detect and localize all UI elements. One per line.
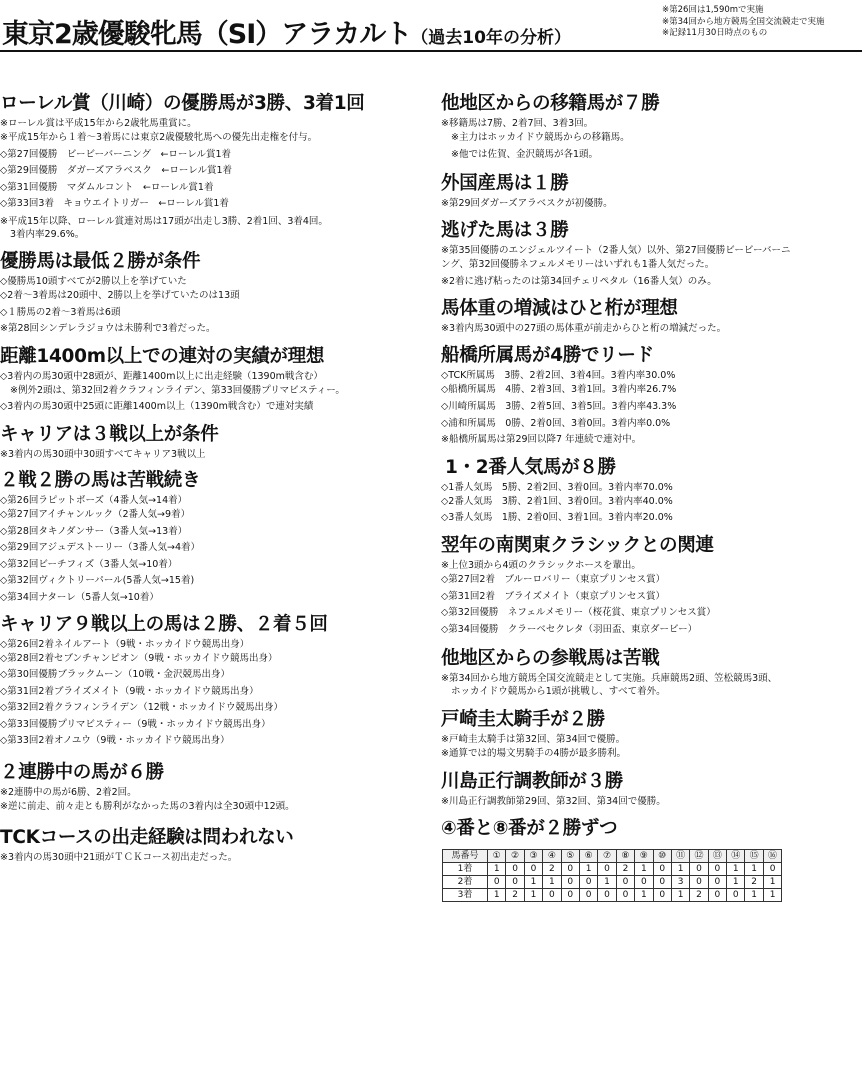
table-cell: 0 xyxy=(598,888,616,901)
section-heading: 川島正行調教師が３勝 xyxy=(441,770,624,792)
table-cell: 0 xyxy=(616,888,634,901)
table-cell: 1 xyxy=(543,875,561,888)
table-cell: 0 xyxy=(579,875,597,888)
section-jockey xyxy=(441,708,862,763)
section-line: ◇第31回優勝 マダムルコント ←ローレル賞1着 xyxy=(0,181,214,193)
section-line: ※船橋所属馬は第29回以降7 年連続で連対中。 xyxy=(441,434,642,446)
section-line: ◇第28回2着セブンチャンピオン（9戦・ホッカイドウ競馬出身） xyxy=(0,652,278,664)
section-line: ※逆に前走、前々走とも勝利がなかった馬の3着内は全30頭中12頭。 xyxy=(0,801,295,813)
section-line: ※主力はホッカイドウ競馬からの移籍馬。 xyxy=(451,132,630,143)
section-distance-1400 xyxy=(0,345,432,416)
section-line: ※第28回シンデレラジョウは未勝利で3着だった。 xyxy=(0,323,216,335)
section-line: ◇第26回2着ネイルアート（9戦・ホッカイドウ競馬出身） xyxy=(0,638,250,650)
table-cell: 0 xyxy=(579,888,597,901)
section-line: ◇第32回ヴィクトリーパール(5番人気→15着) xyxy=(0,575,195,587)
section-trainer xyxy=(441,770,862,808)
header-divider xyxy=(0,50,862,52)
table-cell: 2 xyxy=(506,888,524,901)
table-cell: 0 xyxy=(506,862,524,875)
table-cell: 0 xyxy=(708,888,726,901)
table-cell: 1 xyxy=(727,862,745,875)
table-cell: 1 xyxy=(524,888,542,901)
left-column xyxy=(0,92,432,864)
right-column xyxy=(441,92,862,902)
section-line: ◇第27回2着 ブルーロバリー（東京プリンセス賞） xyxy=(441,573,666,585)
section-front-runners xyxy=(441,219,862,290)
section-heading: 翌年の南関東クラシックとの関連 xyxy=(441,534,714,556)
table-cell: 0 xyxy=(561,862,579,875)
section-line: ※第35回優勝のエンジェルツイート（2番人気）以外、第27回優勝ビービーバーニ xyxy=(441,245,791,257)
table-cell: 0 xyxy=(727,888,745,901)
table-cell: 0 xyxy=(561,875,579,888)
section-line: ※上位3頭から4頭のクラシックホースを輩出。 xyxy=(441,559,641,571)
table-cell: 1 xyxy=(763,875,781,888)
section-line: ※移籍馬は7勝、2着7回、3着3回。 xyxy=(441,118,594,129)
section-heading: 外国産馬は１勝 xyxy=(441,173,569,195)
section-heading: 他地区からの参戦馬は苦戦 xyxy=(441,648,660,670)
section-line: ◇第28回タキノダンサー（3番人気→13着） xyxy=(0,525,188,537)
section-line: ※第34回から地方競馬全国交流競走として実施。兵庫競馬2頭、笠松競馬3頭、 xyxy=(441,673,778,685)
post-position-table xyxy=(442,849,782,902)
section-career-three xyxy=(0,423,432,461)
table-cell: 1 xyxy=(488,862,506,875)
table-header-cell: ② xyxy=(506,849,524,862)
section-line: ◇第31回2着ブライズメイト（9戦・ホッカイドウ競馬出身） xyxy=(0,685,259,697)
section-line: ※平成15年以降、ローレル賞連対馬は17頭が出走し3勝、2着1回、3着4回。 xyxy=(0,215,328,227)
section-line: ※戸崎圭太騎手は第32回、第34回で優勝。 xyxy=(441,734,626,746)
section-line: ◇第32回ビーチフィズ（3番人気→10着） xyxy=(0,558,178,570)
section-two-starts-two-wins xyxy=(0,469,432,607)
table-cell: 0 xyxy=(543,888,561,901)
table-header-cell: ⑨ xyxy=(635,849,653,862)
section-line: ※第29回ダガーズアラベスクが初優勝。 xyxy=(441,198,613,210)
header-notes xyxy=(662,5,824,40)
table-cell: 0 xyxy=(561,888,579,901)
table-cell: 0 xyxy=(653,862,671,875)
section-line: ◇第27回優勝 ビービーバーニング ←ローレル賞1着 xyxy=(0,148,232,160)
section-line: ◇3着内の馬30頭中25頭に距離1400m以上（1390m戦含む）で連対実績 xyxy=(0,401,314,413)
section-line: ◇第34回優勝 クラーベセクレタ（羽田盃、東京ダービー） xyxy=(441,623,698,635)
header xyxy=(0,0,862,52)
section-line: ◇第32回2着クラフィンライデン（12戦・ホッカイドウ競馬出身） xyxy=(0,702,284,714)
section-line: ※3着内の馬30頭中30頭すべてキャリア3戦以上 xyxy=(0,448,206,460)
section-line: ◇第26回ラピットボーズ（4番人気→14着） xyxy=(0,494,188,506)
page-title xyxy=(2,12,571,51)
table-header-cell: ⑥ xyxy=(579,849,597,862)
section-heading: 戸崎圭太騎手が２勝 xyxy=(441,709,605,731)
section-heading: ④番と⑧番が２勝ずつ xyxy=(441,817,618,839)
title-sub: （過去10年の分析） xyxy=(411,28,571,48)
section-heading: TCKコースの出走経験は問われない xyxy=(0,826,294,848)
table-header-row xyxy=(443,849,782,862)
table-header-cell: ① xyxy=(488,849,506,862)
section-laurel-sho xyxy=(0,92,432,241)
table-cell: 1 xyxy=(598,875,616,888)
table-header-cell: ⑯ xyxy=(763,849,781,862)
table-cell: 0 xyxy=(763,862,781,875)
table-cell: 1 xyxy=(671,888,689,901)
section-heading: 他地区からの移籍馬が７勝 xyxy=(441,93,660,114)
section-line: ◇第29回アジュデストーリー（3番人気→4着） xyxy=(0,542,200,554)
section-heading: 逃げた馬は３勝 xyxy=(441,220,569,242)
section-line: ◇第33回3着 キョウエイトリガー ←ローレル賞1着 xyxy=(0,198,229,210)
section-line: ◇浦和所属馬 0勝、2着0回、3着0回。3着内率0.0% xyxy=(441,417,671,429)
table-header-label: 馬番号 xyxy=(443,849,488,862)
table-cell: 2 xyxy=(543,862,561,875)
section-heading: ２連勝中の馬が６勝 xyxy=(0,762,164,784)
section-heading: キャリアは３戦以上が条件 xyxy=(0,423,219,445)
section-heading: 馬体重の増減はひと桁が理想 xyxy=(441,298,678,320)
table-cell: 0 xyxy=(598,862,616,875)
table-cell: 3 xyxy=(671,875,689,888)
table-header-cell: ⑩ xyxy=(653,849,671,862)
section-line: ◇2着～3着馬は20頭中、2勝以上を挙げていたのは13頭 xyxy=(0,289,240,301)
table-header-cell: ⑬ xyxy=(708,849,726,862)
section-tck-course xyxy=(0,826,432,864)
section-line: ◇第31回2着 ブライズメイト（東京プリンセス賞） xyxy=(441,590,665,602)
table-cell: 0 xyxy=(653,888,671,901)
table-cell: 1 xyxy=(763,888,781,901)
section-line: ◇船橋所属馬 4勝、2着3回、3着1回。3着内率26.7% xyxy=(441,384,677,396)
row-label: 1着 xyxy=(443,862,488,875)
table-cell: 0 xyxy=(708,862,726,875)
section-line: ◇川崎所属馬 3勝、2着5回、3着5回。3着内率43.3% xyxy=(441,400,677,412)
table-header-cell: ④ xyxy=(543,849,561,862)
section-heading: ２戦２勝の馬は苦戦続き xyxy=(0,469,201,491)
table-row xyxy=(443,875,782,888)
table-header-cell: ⑧ xyxy=(616,849,634,862)
section-line: ※平成15年から１着～3着馬には東京2歳優駿牝馬への優先出走権を付与。 xyxy=(0,132,318,143)
section-line: ※2連勝中の馬が6勝、2着2回。 xyxy=(0,787,137,799)
table-cell: 1 xyxy=(671,862,689,875)
section-line: ◇第30回優勝ブラックムーン（10戦・金沢競馬出身） xyxy=(0,669,230,681)
table-cell: 1 xyxy=(635,888,653,901)
section-line: ◇第29回優勝 ダガーズアラベスク ←ローレル賞1着 xyxy=(0,165,232,177)
table-cell: 0 xyxy=(506,875,524,888)
header-note: ※第26回は1,590mで実施 xyxy=(662,5,764,15)
section-line: ※例外2頭は、第32回2着クラフィンライデン、第33回優勝プリマビスティー。 xyxy=(10,384,345,396)
section-classic-relation xyxy=(441,534,862,638)
section-foreign-bred xyxy=(441,172,862,210)
section-line: ※川島正行調教師第29回、第32回、第34回で優勝。 xyxy=(441,795,666,807)
table-cell: 2 xyxy=(745,875,763,888)
table-header-cell: ⑮ xyxy=(745,849,763,862)
table-cell: 0 xyxy=(690,862,708,875)
section-line: ◇１勝馬の2着～3着馬は6頭 xyxy=(0,306,121,318)
header-note: ※記録11月30日時点のもの xyxy=(662,28,768,38)
table-header-cell: ③ xyxy=(524,849,542,862)
table-cell: 0 xyxy=(690,875,708,888)
section-heading: 距離1400m以上での連対の実績が理想 xyxy=(0,345,325,367)
section-line: ※3着内馬30頭中の27頭の馬体重が前走からひと桁の増減だった。 xyxy=(441,323,727,335)
section-line: ※2着に逃げ粘ったのは第34回チェリペタル（16番人気）のみ。 xyxy=(441,275,717,287)
table-cell: 1 xyxy=(524,875,542,888)
section-heading: 船橋所属馬が4勝でリード xyxy=(441,345,654,367)
section-transfer-horses xyxy=(441,92,862,163)
table-cell: 0 xyxy=(524,862,542,875)
section-heading: 1・2番人気馬が８勝 xyxy=(445,456,616,478)
table-cell: 0 xyxy=(488,875,506,888)
table-header-cell: ⑤ xyxy=(561,849,579,862)
table-cell: 0 xyxy=(708,875,726,888)
table-header-cell: ⑦ xyxy=(598,849,616,862)
section-line: 3着内率29.6%。 xyxy=(10,228,85,240)
table-header-cell: ⑭ xyxy=(727,849,745,862)
header-note: ※第34回から地方競馬全国交流競走で実施 xyxy=(662,16,825,27)
section-line: ◇第27回アイチャンルック（2番人気→9着） xyxy=(0,508,191,520)
table-cell: 1 xyxy=(488,888,506,901)
table-header-cell: ⑪ xyxy=(671,849,689,862)
section-career-nine xyxy=(0,613,432,751)
section-line: ◇TCK所属馬 3勝、2着2回、3着4回。3着内率30.0% xyxy=(441,370,676,382)
section-line: ※3着内の馬30頭中21頭がＴＣＫコース初出走だった。 xyxy=(0,851,238,863)
row-label: 3着 xyxy=(443,888,488,901)
table-cell: 2 xyxy=(690,888,708,901)
section-line: ◇3番人気馬 1勝、2着0回、3着1回。3着内率20.0% xyxy=(441,512,673,524)
table-cell: 1 xyxy=(745,862,763,875)
section-heading: 優勝馬は最低２勝が条件 xyxy=(0,250,201,272)
table-cell: 1 xyxy=(635,862,653,875)
table-cell: 1 xyxy=(579,862,597,875)
table-cell: 1 xyxy=(727,875,745,888)
section-line: ◇3着内の馬30頭中28頭が、距離1400m以上に出走経験（1390m戦含む） xyxy=(0,370,323,382)
section-line: ◇1番人気馬 5勝、2着2回、3着0回。3着内率70.0% xyxy=(441,481,673,493)
section-line: ◇第33回優勝プリマビスティー（9戦・ホッカイドウ競馬出身） xyxy=(0,718,271,730)
table-header-cell: ⑫ xyxy=(690,849,708,862)
section-line: ホッカイドウ競馬から1頭が挑戦し、すべて着外。 xyxy=(451,686,666,698)
section-line: ◇2番人気馬 3勝、2着1回、3着0回。3着内率40.0% xyxy=(441,495,673,507)
section-line: ※通算では的場文男騎手の4勝が最多勝利。 xyxy=(441,748,627,760)
section-line: ※ローレル賞は平成15年から2歳牝馬重賞に。 xyxy=(0,118,197,129)
section-line: ◇第34回ナターレ（5番人気→10着） xyxy=(0,591,159,603)
section-other-region xyxy=(441,647,862,698)
section-funabashi xyxy=(441,344,862,448)
section-body-weight xyxy=(441,297,862,335)
section-two-win-streak xyxy=(0,761,432,816)
table-cell: 2 xyxy=(616,862,634,875)
section-winner-two-wins xyxy=(0,250,432,338)
table-cell: 0 xyxy=(653,875,671,888)
table-cell: 1 xyxy=(745,888,763,901)
table-cell: 0 xyxy=(616,875,634,888)
section-post-position xyxy=(441,817,862,902)
table-row xyxy=(443,888,782,901)
row-label: 2着 xyxy=(443,875,488,888)
table-row xyxy=(443,862,782,875)
section-heading: キャリア９戦以上の馬は２勝、２着５回 xyxy=(0,613,328,635)
section-popularity xyxy=(441,456,862,527)
section-line: ※他では佐賀、金沢競馬が各1頭。 xyxy=(451,148,599,160)
section-line: ング、第32回優勝ネフェルメモリーはいずれも1番人気だった。 xyxy=(441,259,715,271)
section-line: ◇第32回優勝 ネフェルメモリー（桜花賞、東京プリンセス賞） xyxy=(441,607,716,619)
section-line: ◇優勝馬10頭すべてが2勝以上を挙げていた xyxy=(0,275,187,287)
table-cell: 0 xyxy=(635,875,653,888)
section-heading: ローレル賞（川崎）の優勝馬が3勝、3着1回 xyxy=(0,93,365,114)
title-main: 東京2歳優駿牝馬（SI）アラカルト xyxy=(2,19,412,50)
section-line: ◇第33回2着オノユウ（9戦・ホッカイドウ競馬出身） xyxy=(0,735,230,747)
